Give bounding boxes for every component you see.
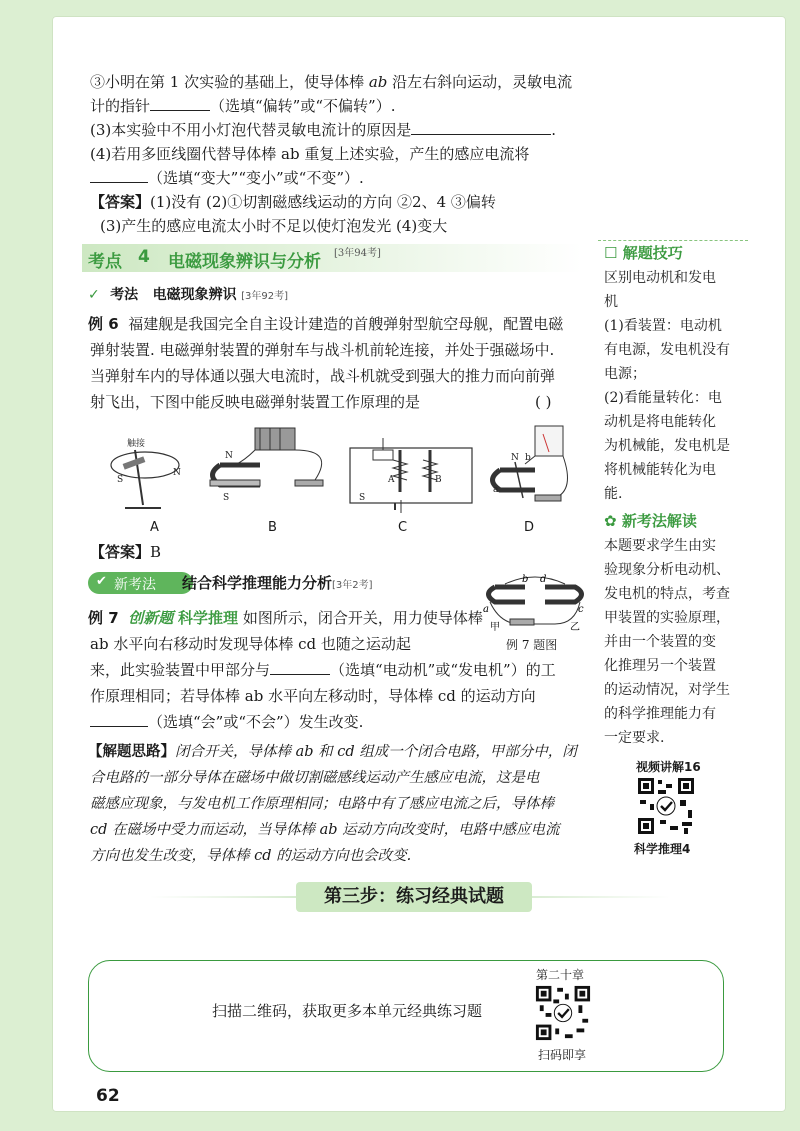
tips-title: ☐ 解题技巧 [604,244,683,262]
kaofa-row: ✓ 考法 电磁现象辨识 [3年92考] [88,287,288,303]
answer-blank[interactable] [90,166,148,183]
svg-text:b: b [525,453,531,463]
book-icon: ☐ [604,244,618,262]
answer-bracket[interactable]: ( ) [535,393,552,411]
figure-caption: 例 7 题图 [506,638,558,652]
figure-abcd [95,420,590,515]
svg-text:B: B [435,475,442,485]
example7-line1: 例 7 创新题 科学推理 如图所示，闭合开关，用力使导体棒 [88,609,483,627]
svg-text:N: N [173,468,181,478]
new-method-badge: ✔ 新考法 [88,572,193,594]
step3-banner: 第三步：练习经典试题 [296,882,532,912]
q-part3: (3)本实验中不用小灯泡代替灵敏电流计的原因是 . [90,118,556,142]
figure-example7 [480,572,590,632]
kaofa-tag: [3年92考] [241,291,288,302]
svg-text:d: d [540,574,547,585]
bottom-text: 扫描二维码，获取更多本单元经典练习题 [212,1002,483,1020]
q3-sub3-line1: ③小明在第 1 次实验的基础上，使导体棒 ab 沿左右斜向运动，灵敏电流 [90,73,573,91]
section-title: 电磁现象辨识与分析 [168,252,321,272]
svg-text:S: S [117,475,124,485]
svg-text:S: S [223,493,230,503]
kaodian-number: 4 [138,247,150,267]
side-divider [598,240,748,241]
qr-code-chapter[interactable] [534,984,592,1042]
scan-label: 扫码即享 [538,1048,587,1062]
answer1-line1: 【答案】(1)没有 (2)①切割磁感线运动的方向 ②2、4 ③偏转 [90,193,496,211]
figure-b [210,428,323,503]
example7-line3: 来，此实验装置中甲部分与 （选填“电动机”或“发电机”）的工 [90,658,556,682]
figure-d [493,426,568,501]
thinking-line1: 【解题思路】闭合开关，导体棒 ab 和 cd 组成一个闭合电路，甲部分中，闭 [88,743,577,760]
svg-text:N: N [225,451,233,461]
svg-text:a: a [493,485,499,495]
figure-a [111,437,181,508]
example7-line2: ab 水平向右移动时发现导体棒 cd 也随之运动起 [90,635,411,653]
svg-text:N: N [511,453,519,463]
figure-label-d: D [524,520,535,535]
answer-blank[interactable] [150,94,210,111]
figure-label-c: C [398,520,408,535]
svg-text:b: b [522,574,529,585]
svg-text:S: S [359,493,366,503]
example6-line4: 射飞出，下图中能反映电磁弹射装置工作原理的是 [90,393,421,411]
example6-line2: 弹射装置. 电磁弹射装置的弹射车与战斗机前轮连接，并处于强磁场中. [90,341,555,359]
example7-line4: 作原理相同；若导体棒 ab 水平向左移动时，导体棒 cd 的运动方向 [90,687,536,705]
new-method-title: 结合科学推理能力分析[3年2考] [182,574,373,592]
answer1-line2: (3)产生的感应电流太小时不足以使灯泡发光 (4)变大 [100,217,448,235]
svg-text:a: a [483,604,489,615]
svg-text:甲: 甲 [490,622,500,632]
page-number: 62 [96,1086,120,1106]
bulb-icon: ✿ [604,512,617,530]
kaodian-label: 考点 [88,252,122,272]
svg-text:A: A [388,475,395,485]
chapter-label: 第二十章 [536,968,585,982]
example7-line5: （选填“会”或“不会”）发生改变. [90,710,363,734]
tips-list: 区别电动机和发电 机 (1)看装置：电动机 有电源，发电机没有 电源； (2)看能量转化：电 动机是将电能转化 为机械能，发电机是 将机械能转化为电 能. [604,270,730,502]
check-icon: ✓ [88,287,100,303]
thinking-line2: 合电路的一部分导体在磁场中做切割磁感线运动产生感应电流，这是电 [90,770,540,786]
example6-line1: 例 6 福建舰是我国完全自主设计建造的首艘弹射型航空母舰，配置电磁 [88,315,564,333]
figure-label-a: A [150,520,159,535]
example6-line3: 当弹射车内的导体通以强大电流时，战斗机就受到强大的推力而向前弹 [90,367,556,385]
q-part4-line1: (4)若用多匝线圈代替导体棒 ab 重复上述实验，产生的感应电流将 [90,145,530,163]
thinking-line3: 磁感应现象，与发电机工作原理相同；电路中有了感应电流之后，导体棒 [90,796,554,812]
badge-check-icon: ✔ [96,574,107,589]
answer-blank[interactable] [90,710,148,727]
section-header [82,244,582,272]
new-method-side-list: 本题要求学生由实 验现象分析电动机、 发电机的特点，考查 甲装置的实验原理， 并由一个装置的变 化推理另一个装置 的运动情况，对学生 的科学推理能力有 一定要求. [604,538,730,746]
figure-label-b: B [268,520,277,535]
q-part4-line2: （选填“变大”“变小”或“不变”）. [90,166,364,190]
svg-text:乙: 乙 [570,622,580,632]
thinking-line5: 方向也发生改变，导体棒 cd 的运动方向也会改变. [90,848,412,864]
answer-blank[interactable] [270,658,330,675]
answer-blank[interactable] [411,118,551,135]
qr-code-video[interactable] [636,776,696,836]
video-caption: 科学推理4 [634,842,691,856]
figure-c [350,438,472,513]
section-tag: [3年94考] [334,248,381,259]
thinking-line4: cd 在磁场中受力而运动，当导体棒 ab 运动方向改变时，电路中感应电流 [90,822,560,838]
video-label: 视频讲解16 [636,760,701,774]
svg-text:触接: 触接 [127,439,146,449]
q3-sub3-line2: 计的指针 （选填“偏转”或“不偏转”）. [90,94,395,118]
new-method-side-title: ✿ 新考法解读 [604,512,697,530]
example6-answer: 【答案】B [90,543,162,561]
svg-text:c: c [578,604,584,615]
